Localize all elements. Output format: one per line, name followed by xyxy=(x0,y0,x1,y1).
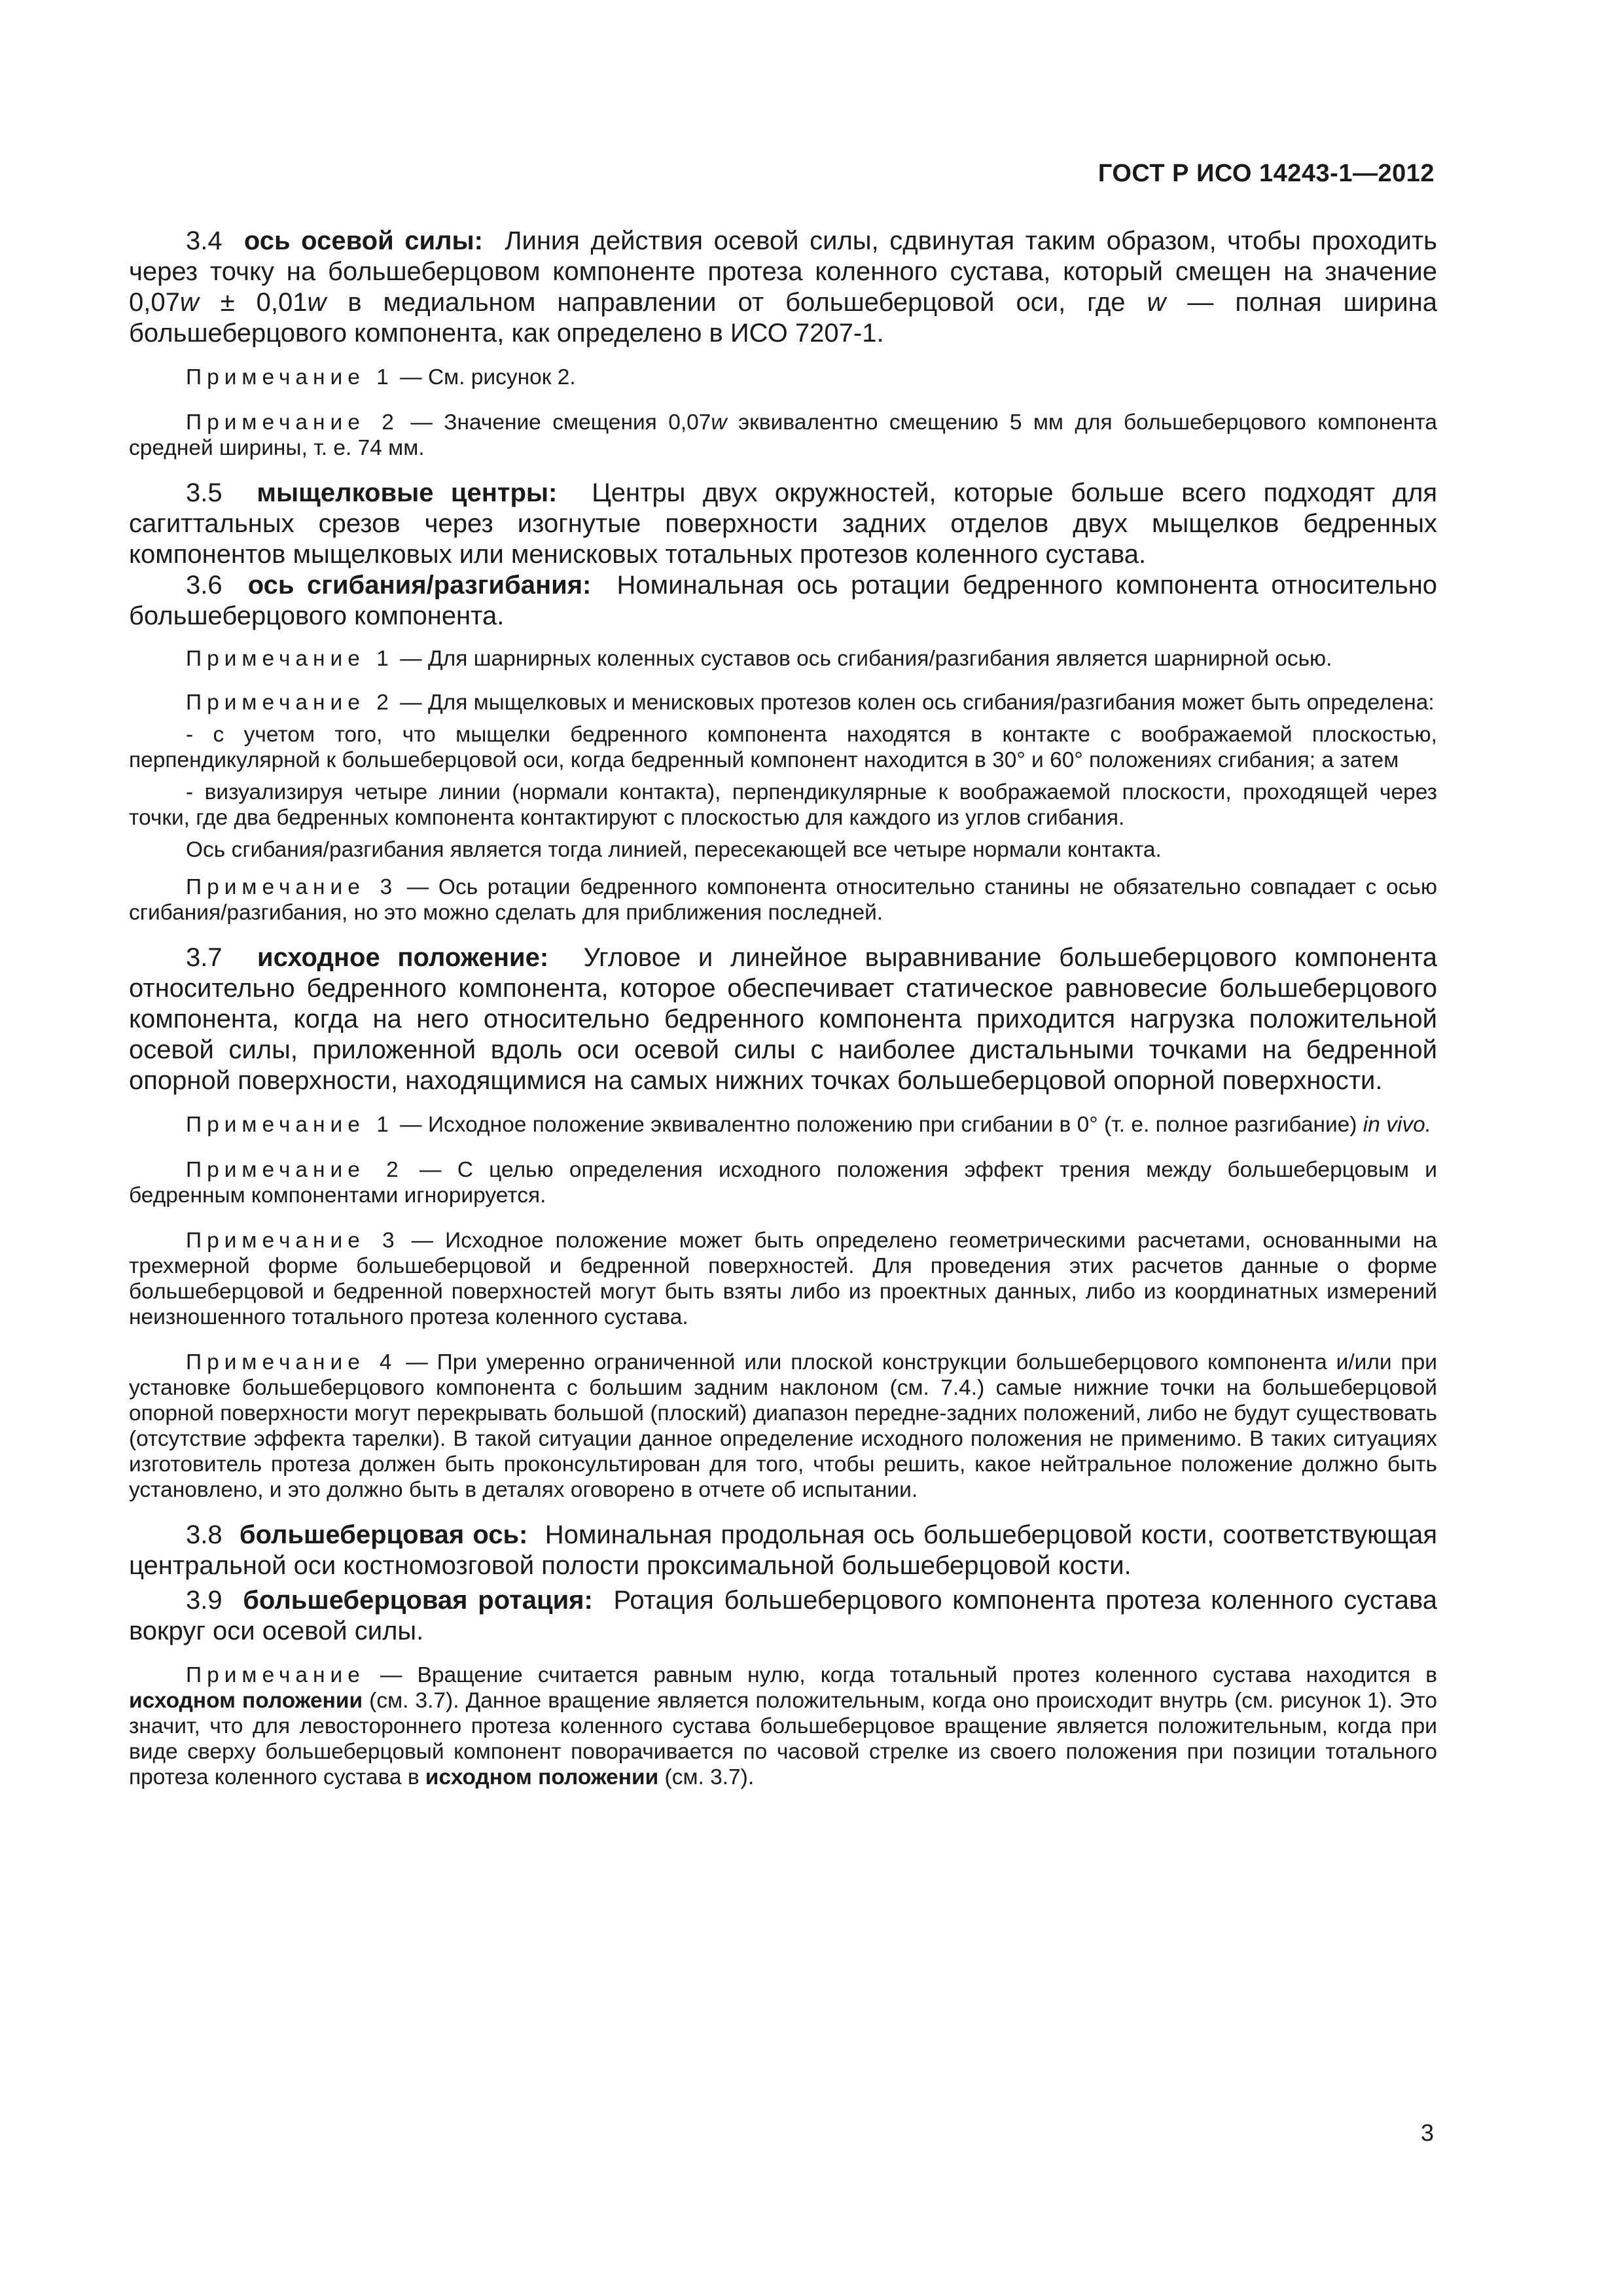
clause-text: Номинальная продольная ось большеберцовой кости, соответствующая центральной оси костномозговой полости проксимальной большеберцовой кости. xyxy=(129,1520,1437,1580)
clause-3-9 xyxy=(129,1585,1437,1647)
symbol-w: w xyxy=(1147,288,1166,317)
note-label: Примечание xyxy=(186,1663,365,1687)
clause-term: большеберцовая ось: xyxy=(239,1520,528,1549)
note-3-6-3 xyxy=(129,874,1437,925)
note-label: Примечание 4 xyxy=(186,1350,397,1374)
note-text: — Ось ротации бедренного компонента относительно станины не обязательно совпадает с осью сгибания/разгибания, но это можно сделать для приближения последней. xyxy=(129,875,1437,925)
clause-number: 3.7 xyxy=(186,943,223,972)
clause-text: ± 0,01 xyxy=(198,288,308,317)
clause-3-6 xyxy=(129,570,1437,632)
note-label: Примечание 2 xyxy=(186,1158,404,1182)
page-number: 3 xyxy=(1420,2119,1434,2146)
note-3-7-3 xyxy=(129,1228,1437,1330)
note-text: — Вращение считается равным нулю, когда тотальный протез коленного сустава находится в xyxy=(365,1663,1437,1687)
clause-term: ось осевой силы: xyxy=(243,226,483,255)
symbol-w: w xyxy=(307,288,327,317)
clause-text: Ротация большеберцового компонента протеза коленного сустава вокруг оси осевой силы. xyxy=(129,1586,1438,1645)
clause-3-5 xyxy=(129,478,1437,570)
note-text: — При умеренно ограниченной или плоской конструкции большеберцового компонента и/или при установке большеберцового компонента с большим задним наклоном (см. 7.4.) самые нижние точки на большеберцовой опорной поверхности могут перекрывать большой (плоский) диапазон передне-задних положений, либо не будут существовать (отсутствие эффекта тарелки). В такой ситуации данное определение исходного положения не применимо. В таких ситуациях изготовитель протеза должен быть проконсультирован для того, чтобы решить, какое нейтральное положение должно быть установлено, и это должно быть в деталях оговорено в отчете об испытании. xyxy=(129,1350,1437,1502)
note-label: Примечание 2 xyxy=(186,410,399,435)
note-3-7-4 xyxy=(129,1350,1437,1503)
clause-3-7 xyxy=(129,942,1437,1096)
clause-term: ось сгибания/разгибания: xyxy=(247,571,592,600)
note-text: (см. 3.7). xyxy=(658,1765,755,1789)
clause-term: исходное положение: xyxy=(257,943,549,972)
symbol-w: w xyxy=(179,288,199,317)
note-3-6-2 xyxy=(129,690,1437,715)
clause-text: Номинальная ось ротации бедренного компонента относительно большеберцового компонента. xyxy=(129,571,1438,630)
clause-text: Угловое и линейное выравнивание большеберцового компонента относительно бедренного компонента, которое обеспечивает статическое равновесие большеберцового компонента, когда на него относительно бедренного компонента приходится нагрузка положительной осевой силы, приложенной вдоль оси осевой силы с наиболее дистальными точками на бедренной опорной поверхности, находящимися на самых нижних точках большеберцовой опорной поверхности. xyxy=(129,943,1438,1095)
note-3-7-1 xyxy=(129,1112,1437,1138)
clause-text: — полная ширина большеберцового компонента, как определено в ИСО 7207-1. xyxy=(129,288,1438,348)
standard-header: ГОСТ Р ИСО 14243-1—2012 xyxy=(1097,160,1435,187)
clause-3-4 xyxy=(129,226,1437,349)
note-3-7-2 xyxy=(129,1157,1437,1208)
note-label: Примечание 3 xyxy=(186,1229,400,1253)
clause-number: 3.4 xyxy=(186,226,223,255)
note-3-4-2 xyxy=(129,410,1437,461)
clause-number: 3.8 xyxy=(186,1520,223,1549)
symbol-w: w xyxy=(711,410,727,435)
note-text: — Для шарнирных коленных суставов ось сгибания/разгибания является шарнирной осью. xyxy=(393,647,1332,671)
note-3-9 xyxy=(129,1662,1437,1790)
note-3-4-1 xyxy=(129,365,1437,390)
note-list-item: - визуализируя четыре линии (нормали контакта), перпендикулярные к воображаемой плоскости, проходящей через точки, где два бедренных компонента контактируют с плоскостью для каждого из углов сгибания. xyxy=(129,780,1437,830)
clause-term: мыщелковые центры: xyxy=(257,478,558,507)
note-text: (см. 3.7). Данное вращение является положительным, когда оно происходит внутрь (см. рисунок 1). Это значит, что для левостороннего протеза коленного сустава большеберцовое вращение является положительным, когда при виде сверху большеберцовый компонент поворачивается по часовой стрелке из своего положения при позиции тотального протеза коленного сустава в xyxy=(129,1689,1437,1789)
note-label: Примечание 2 xyxy=(186,691,394,715)
note-label: Примечание 1 xyxy=(186,365,394,389)
note-list-item: - с учетом того, что мыщелки бедренного компонента находятся в контакте с воображаемой плоскостью, перпендикулярной к большеберцовой оси, когда бедренный компонент находится в 30° и 60° положениях сгибания; а затем xyxy=(129,723,1437,772)
clause-number: 3.6 xyxy=(186,571,223,600)
note-label: Примечание 1 xyxy=(186,1113,394,1137)
clause-number: 3.5 xyxy=(186,478,223,507)
note-text: — См. рисунок 2. xyxy=(393,365,576,389)
note-label: Примечание 1 xyxy=(186,647,394,671)
note-text: — С целью определения исходного положения эффект трения между большеберцовым и бедренным компонентами игнорируется. xyxy=(129,1158,1437,1208)
clause-text: в медиальном направлении от большеберцовой оси, где xyxy=(326,288,1147,317)
note-italic: in vivo. xyxy=(1363,1113,1432,1137)
note-list-item: Ось сгибания/разгибания является тогда линией, пересекающей все четыре нормали контакта. xyxy=(186,838,1162,862)
note-text: — Исходное положение может быть определено геометрическими расчетами, основанными на трехмерной форме большеберцовой и бедренной поверхностей. Для проведения этих расчетов данные о форме большеберцовой и бедренной поверхностей могут быть взяты либо из проектных данных, либо из координатных измерений неизношенного тотального протеза коленного сустава. xyxy=(129,1229,1437,1329)
note-label: Примечание 3 xyxy=(186,875,398,899)
note-bold: исходном положении xyxy=(425,1765,659,1789)
clause-term: большеберцовая ротация: xyxy=(243,1586,593,1615)
note-bold: исходном положении xyxy=(129,1689,363,1713)
clause-3-8 xyxy=(129,1520,1437,1581)
note-text: эквивалентно смещению 5 мм для большеберцового компонента средней ширины, т. е. 74 мм. xyxy=(129,410,1437,460)
note-text: — Для мыщелковых и менисковых протезов колен ось сгибания/разгибания может быть определена: xyxy=(393,691,1435,715)
clause-text: Линия действия осевой силы, сдвинутая таким образом, чтобы проходить через точку на большеберцовом компоненте протеза коленного сустава, который смещен на значение 0,07 xyxy=(129,226,1437,317)
clause-text: Центры двух окружностей, которые больше всего подходят для сагиттальных срезов через изогнутые поверхности задних отделов двух мыщелков бедренных компонентов мыщелковых или менисковых тотальных протезов коленного сустава. xyxy=(129,478,1437,569)
note-text: — Значение смещения 0,07 xyxy=(399,410,711,435)
note-text: — Исходное положение эквивалентно положению при сгибании в 0° (т. е. полное разгибание) xyxy=(393,1113,1363,1137)
clause-number: 3.9 xyxy=(186,1586,223,1615)
document-body xyxy=(129,226,1437,1790)
note-3-6-1 xyxy=(129,646,1437,672)
